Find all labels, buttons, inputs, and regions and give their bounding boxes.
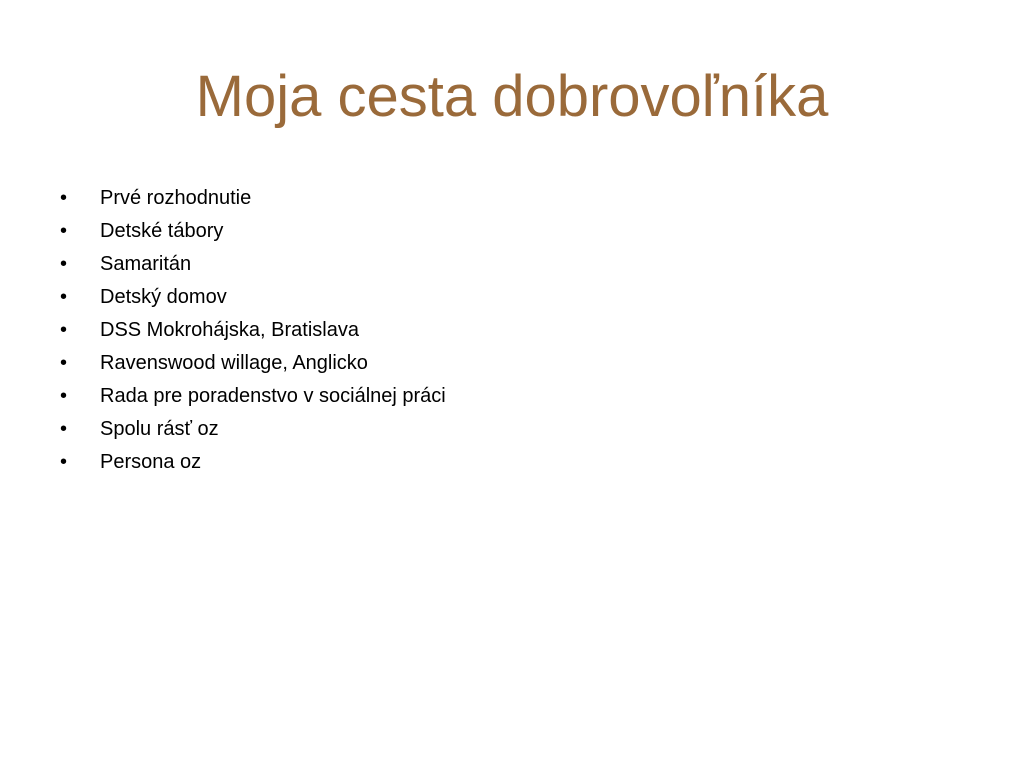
list-item-text: Samaritán — [100, 253, 192, 275]
list-item — [60, 314, 446, 347]
bullet-icon: • — [60, 220, 68, 242]
bullet-icon: • — [60, 286, 68, 308]
bullet-icon: • — [60, 385, 68, 407]
list-item — [60, 215, 446, 248]
list-item-text: Ravenswood willage, Anglicko — [100, 352, 368, 374]
list-item — [60, 446, 446, 479]
list-item — [60, 380, 446, 413]
bullet-icon: • — [60, 352, 68, 374]
list-item — [60, 281, 446, 314]
list-item-text: Detský domov — [100, 286, 227, 308]
list-item-text: Rada pre poradenstvo v sociálnej práci — [100, 385, 446, 407]
bullet-icon: • — [60, 319, 68, 341]
list-item — [60, 248, 446, 281]
bullet-icon: • — [60, 253, 68, 275]
bullet-icon: • — [60, 418, 68, 440]
list-item-text: Detské tábory — [100, 220, 224, 242]
bullet-icon: • — [60, 187, 68, 209]
bullet-icon: • — [60, 451, 68, 473]
list-item-text: Spolu rásť oz — [100, 418, 219, 440]
list-item — [60, 413, 446, 446]
list-item-text: Prvé rozhodnutie — [100, 187, 252, 209]
list-item-text: Persona oz — [100, 451, 202, 473]
list-item — [60, 347, 446, 380]
bullet-list — [60, 182, 446, 479]
list-item-text: DSS Mokrohájska, Bratislava — [100, 319, 359, 341]
list-item — [60, 182, 446, 215]
slide-title: Moja cesta dobrovoľníka — [195, 64, 829, 129]
